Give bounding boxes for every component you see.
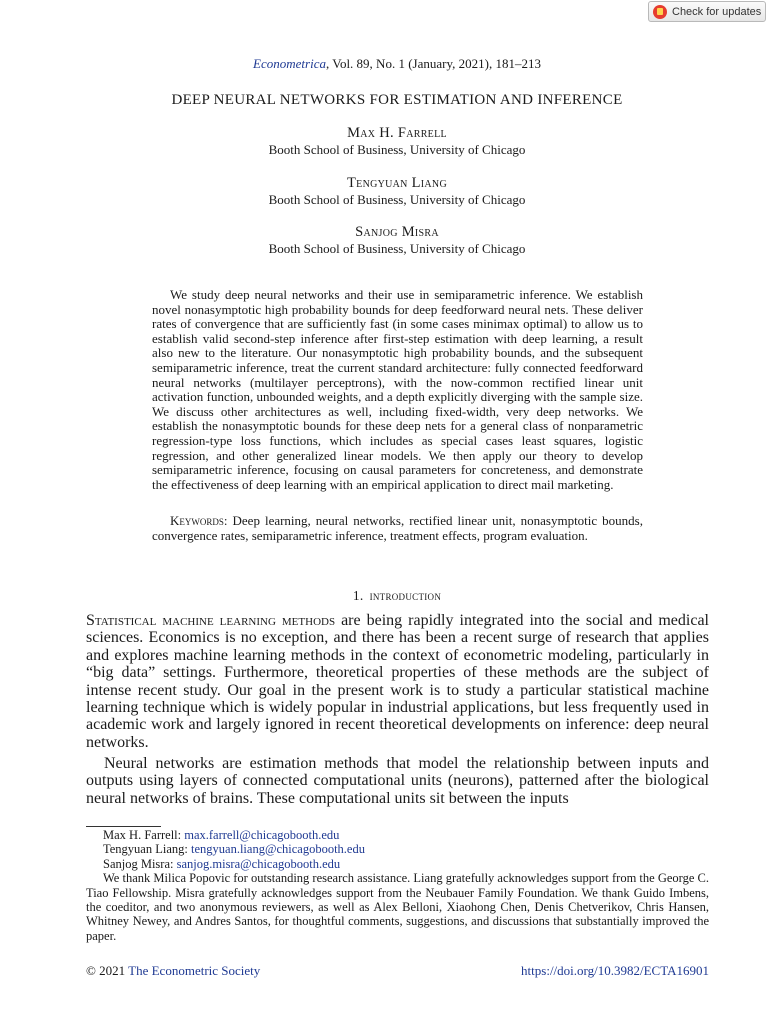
author-name: Sanjog Misra (355, 224, 439, 240)
page-footer (86, 963, 709, 979)
section-heading (0, 588, 768, 604)
footnote-author-label: Sanjog Misra: (103, 856, 177, 871)
email-link[interactable]: sanjog.misra@chicagobooth.edu (176, 856, 341, 871)
journal-name-link[interactable]: Econometrica (253, 56, 326, 71)
footnote-email-line (86, 857, 709, 871)
author-affiliation: Booth School of Business, University of Chicago (268, 241, 526, 256)
footnote-author-label: Tengyuan Liang: (103, 842, 191, 857)
journal-citation (0, 56, 768, 72)
author-block-1 (0, 125, 768, 158)
footnote-divider (86, 826, 161, 827)
footnote-email-line (86, 828, 709, 842)
abstract: We study deep neural networks and their use in semiparametric inference. We establish novel nonasymptotic high probability bounds for deep feedforward neural nets. These deliver rates of convergence that are sufficiently fast (in some cases minimax optimal) to allow us to establish valid second-step inference after first-step estimation with deep learning, a result also new to the literature. Our nonasymptotic high probability bounds, and the subsequent semiparametric inference, treat the current standard architecture: fully connected feedforward neural networks (multilayer perceptrons), with the now-common rectified linear unit activation function, unbounded weights, and a depth explicitly diverging with the sample size. We discuss other architectures as well, including fixed-width, very deep networks. We establish the nonasymptotic bounds for these deep nets for a general class of nonparametric regression-type loss functions, which includes as special cases least squares, logistic regression, and other generalized linear models. We then apply our theory to develop semiparametric inference, focusing on causal parameters for concreteness, and demonstrate the effectiveness of deep learning with an empirical application to direct mail marketing. (152, 287, 643, 492)
keywords-label: Keywords: (170, 513, 228, 528)
check-for-updates-label: Check for updates (672, 5, 762, 18)
citation-details: , Vol. 89, No. 1 (January, 2021), 181–213 (325, 56, 541, 71)
paper-title: DEEP NEURAL NETWORKS FOR ESTIMATION AND INFERENCE (171, 92, 623, 108)
email-link[interactable]: tengyuan.liang@chicagobooth.edu (191, 842, 365, 857)
author-affiliation: Booth School of Business, University of Chicago (268, 142, 526, 157)
email-link[interactable]: max.farrell@chicagobooth.edu (184, 828, 340, 842)
author-name: Max H. Farrell (347, 125, 447, 141)
keywords-text: Deep learning, neural networks, rectified linear unit, nonasymptotic bounds, convergence rates, semiparametric inference, treatment effects, program evaluation. (152, 513, 643, 543)
footnote-email-line (86, 842, 709, 856)
paragraph-text: are being rapidly integrated into the social and medical sciences. Economics is no exception, and there has been a recent surge of research that applies and explores machine learning methods in the context of econometric modeling, particularly in “big data” settings. Furthermore, theoretical properties of these methods are the subject of intense recent study. Our goal in the present work is to study a particular statistical machine learning technique which is widely popular in industrial applications, but less frequently used in academic work and largely ignored in recent theoretical developments on inference: deep neural networks. (86, 612, 709, 751)
body-paragraph-2: Neural networks are estimation methods that model the relationship between inputs and outputs using layers of connected computational units (neurons), patterned after the biological neural networks of brains. These computational units sit between the inputs (86, 755, 709, 807)
society-link[interactable]: The Econometric Society (128, 963, 261, 978)
keywords (152, 514, 643, 543)
author-affiliation: Booth School of Business, University of Chicago (268, 192, 526, 207)
body-paragraph-1 (86, 612, 709, 751)
copyright-text: © 2021 (86, 963, 129, 978)
copyright (86, 963, 260, 979)
check-for-updates-button[interactable] (648, 1, 766, 22)
section-number: 1. (352, 588, 364, 603)
section-title: introduction (369, 588, 442, 603)
doi-link[interactable]: https://doi.org/10.3982/ECTA16901 (521, 963, 709, 978)
crossmark-icon (653, 5, 667, 19)
footnote-author-label: Max H. Farrell: (103, 828, 185, 842)
author-name: Tengyuan Liang (347, 175, 447, 191)
paragraph-lead: Statistical machine learning methods (86, 612, 336, 629)
footnotes (86, 828, 709, 943)
author-block-2 (0, 175, 768, 208)
author-block-3 (0, 224, 768, 257)
acknowledgements: We thank Milica Popovic for outstanding research assistance. Liang gratefully acknowledges support from the George C. Tiao Fellowship. Misra gratefully acknowledges support from the Neubauer Family Foundation. We thank Guido Imbens, the coeditor, and two anonymous reviewers, as well as Alex Belloni, Xiaohong Chen, Denis Chetverikov, Chris Hansen, Whitney Newey, and Andres Santos, for thoughtful comments, suggestions, and discussions that substantially improved the paper. (86, 871, 709, 943)
